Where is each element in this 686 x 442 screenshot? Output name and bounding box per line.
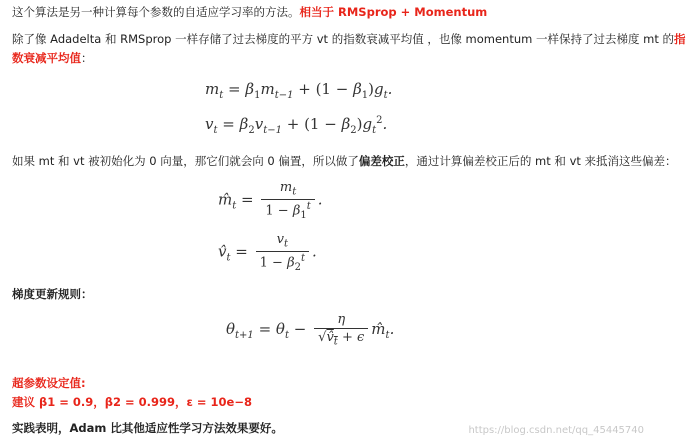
- intro-text: 这个算法是另一种计算每个参数的自适应学习率的方法。: [12, 5, 300, 19]
- para1-line2: [12, 49, 93, 67]
- conclusion: 实践表明，Adam 比其他适应性学习方法效果要好。: [12, 421, 283, 435]
- para1-text: 除了像 Adadelta 和 RMSprop 一样存储了过去梯度的平方 vt 的指数衰减平均值 ，也像 momentum 一样保持了过去梯度 mt 的: [12, 32, 674, 46]
- para2-text-a: 如果 mt 和 vt 被初始化为 0 向量，那它们就会向 0 偏置，所以做了: [12, 154, 359, 168]
- para1-highlight-start: 指: [674, 32, 686, 46]
- hyper-heading: 超参数设定值:: [12, 376, 86, 390]
- hyper-values: 建议 β1 = 0.9，β2 = 0.999，ε = 10e−8: [12, 395, 252, 409]
- formula-v-hat: $v̂_t$ = $\frac{v_t}{1 - \beta_2^t}$ .: [218, 232, 317, 273]
- para1-colon: ：: [81, 51, 93, 65]
- para2-text-b: ，通过计算偏差校正后的 mt 和 vt 来抵消这些偏差：: [404, 154, 677, 168]
- para2-line: [12, 152, 677, 170]
- formula-m-hat: $m̂_t$ = $\frac{m_t}{1 - \beta_1^t}$ .: [218, 180, 323, 221]
- para1-highlight-end: 数衰减平均值: [12, 51, 81, 65]
- formula-v-t: $v_t = \beta_2v_{t-1} + (1 - \beta_2)g_t^2$.: [205, 115, 388, 136]
- rule-heading: 梯度更新规则：: [12, 287, 93, 301]
- formula-m-t: $m_t = \beta_1m_{t-1} + (1 - \beta_1)g_t$.: [205, 80, 393, 101]
- para2-bold: 偏差校正: [358, 154, 405, 168]
- formula-update: $\theta_{t+1} = \theta_t$ − $\frac{\eta}{√v̂_t + \epsilon}$ $m̂_t$.: [226, 312, 395, 348]
- watermark: https://blog.csdn.net/qq_45445740: [468, 425, 644, 436]
- intro-highlight: 相当于 RMSprop + Momentum: [299, 5, 488, 19]
- intro-line: [12, 3, 487, 21]
- para1-line1: [12, 30, 686, 48]
